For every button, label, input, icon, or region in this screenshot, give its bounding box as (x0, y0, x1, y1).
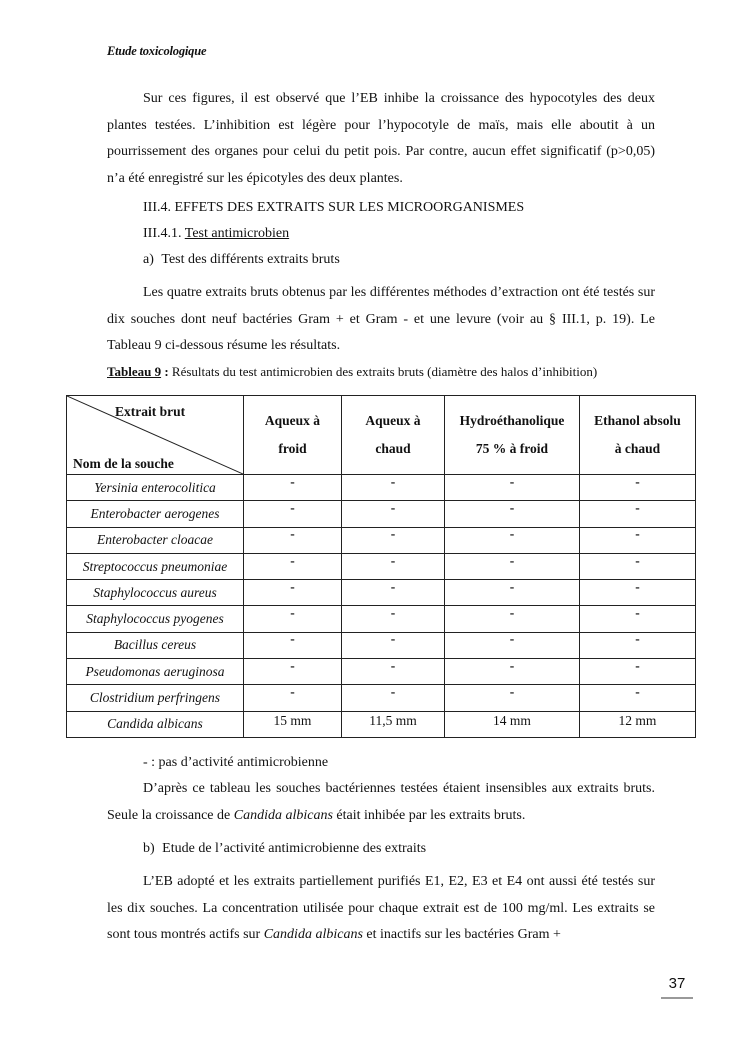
table-body (67, 475, 696, 738)
list-marker-a: a) (143, 252, 154, 267)
table-row (67, 553, 696, 579)
table-row (67, 580, 696, 606)
result-cell: - (580, 527, 696, 553)
species-name: Candida albicans (263, 927, 363, 942)
strain-name-cell: Enterobacter cloacae (67, 527, 244, 553)
table-caption (107, 364, 597, 380)
result-cell: - (342, 606, 445, 632)
strain-name-cell: Staphylococcus aureus (67, 580, 244, 606)
subsection-number: III.4.1. (143, 226, 182, 241)
strain-name-cell: Staphylococcus pyogenes (67, 606, 244, 632)
table-row (67, 685, 696, 711)
strain-name-cell: Clostridium perfringens (67, 685, 244, 711)
result-cell: - (580, 580, 696, 606)
corner-header-cell (67, 396, 244, 475)
strain-name-cell: Streptococcus pneumoniae (67, 553, 244, 579)
table-row (67, 501, 696, 527)
strain-name-cell: Candida albicans (67, 711, 244, 737)
table-row (67, 711, 696, 737)
result-cell: 11,5 mm (342, 711, 445, 737)
table-caption-label: Tableau 9 (107, 364, 162, 379)
table-row (67, 632, 696, 658)
list-marker-b: b) (143, 841, 155, 856)
result-cell: - (244, 580, 342, 606)
result-cell: - (244, 501, 342, 527)
results-table (66, 395, 696, 738)
result-cell: - (244, 659, 342, 685)
result-cell: - (445, 659, 580, 685)
result-cell: - (580, 475, 696, 501)
result-cell: - (342, 659, 445, 685)
paragraph-extracts-activity: L’EB adopté et les extraits partiellement purifiés E1, E2, E3 et E4 ont aussi été testés sur les dix souches. La concentration utilisée pour chaque extrait est de 100 mg/ml. Les extraits se sont tous montrés actifs sur Candida albicans et inactifs sur les bactéries Gram + (107, 874, 655, 942)
table-caption-colon: : (161, 364, 169, 379)
corner-label-strain: Nom de la souche (73, 456, 174, 471)
result-cell: - (445, 685, 580, 711)
result-cell: - (342, 553, 445, 579)
list-item-a (143, 252, 340, 268)
page-number: 37 (661, 969, 693, 999)
list-item-a-text: Test des différents extraits bruts (161, 252, 340, 267)
paragraph-extraction-methods: Les quatre extraits bruts obtenus par les différentes méthodes d’extraction ont été testés sur dix souches dont neuf bactéries Gram + et Gram - et une levure (voir au § III.1, p. 19). Le Tableau 9 ci-dessous résume les résultats. (107, 285, 655, 353)
table-row (67, 527, 696, 553)
table-row (67, 606, 696, 632)
result-cell: - (445, 553, 580, 579)
paragraph-figures-observation: Sur ces figures, il est observé que l’EB inhibe la croissance des hypocotyles des deux plantes testées. L’inhibition est légère pour l’hypocotyle de maïs, mais elle aboutit à un pourrissement des organes pour celui du petit pois. Par contre, aucun effet significatif (p>0,05) n’a été enregistré sur les épicotyles des deux plantes. (107, 91, 655, 186)
column-header: Aqueux à froid (244, 396, 342, 475)
section-heading: III.4. EFFETS DES EXTRAITS SUR LES MICROORGANISMES (143, 200, 525, 215)
table-header-row (67, 396, 696, 475)
column-header: Hydroéthanolique 75 % à froid (445, 396, 580, 475)
species-name: Candida albicans (233, 807, 333, 823)
corner-label-extract: Extrait brut (115, 404, 186, 419)
result-cell: - (342, 685, 445, 711)
result-cell: - (244, 685, 342, 711)
result-cell: - (342, 527, 445, 553)
result-cell: - (580, 659, 696, 685)
result-cell: - (445, 475, 580, 501)
result-cell: - (244, 475, 342, 501)
methods-paragraph-block (107, 280, 655, 360)
list-item-b (143, 841, 426, 857)
result-cell: - (244, 606, 342, 632)
result-cell: - (580, 553, 696, 579)
result-cell: - (580, 606, 696, 632)
table-row (67, 475, 696, 501)
result-cell: - (244, 527, 342, 553)
result-cell: - (445, 606, 580, 632)
paragraph-interpretation: D’après ce tableau les souches bactériennes testées étaient insensibles aux extraits bruts. Seule la croissance de Candida albicans était inhibée par les extraits bruts. (107, 781, 655, 823)
result-cell: - (244, 553, 342, 579)
list-item-b-text: Etude de l’activité antimicrobienne des extraits (162, 841, 427, 856)
table-caption-text: Résultats du test antimicrobien des extraits bruts (diamètre des halos d’inhibition) (171, 364, 598, 379)
column-header: Aqueux à chaud (342, 396, 445, 475)
table-row (67, 659, 696, 685)
subsection-heading (143, 226, 289, 242)
result-cell: - (342, 632, 445, 658)
result-cell: 15 mm (244, 711, 342, 737)
strain-name-cell: Bacillus cereus (67, 632, 244, 658)
strain-name-cell: Pseudomonas aeruginosa (67, 659, 244, 685)
table-legend: - : pas d’activité antimicrobienne (143, 755, 329, 770)
result-cell: - (580, 501, 696, 527)
result-cell: - (342, 475, 445, 501)
result-cell: - (342, 580, 445, 606)
result-cell: - (244, 632, 342, 658)
strain-name-cell: Enterobacter aerogenes (67, 501, 244, 527)
interpretation-paragraph-block (107, 776, 655, 829)
intro-paragraph-block (107, 86, 655, 192)
column-header: Ethanol absolu à chaud (580, 396, 696, 475)
result-cell: - (580, 632, 696, 658)
result-cell: 14 mm (445, 711, 580, 737)
extracts-paragraph-block (107, 869, 655, 949)
result-cell: - (580, 685, 696, 711)
result-cell: - (445, 580, 580, 606)
strain-name-cell: Yersinia enterocolitica (67, 475, 244, 501)
result-cell: - (342, 501, 445, 527)
running-header: Etude toxicologique (107, 44, 207, 58)
result-cell: 12 mm (580, 711, 696, 737)
result-cell: - (445, 632, 580, 658)
result-cell: - (445, 527, 580, 553)
subsection-title: Test antimicrobien (184, 226, 290, 241)
result-cell: - (445, 501, 580, 527)
